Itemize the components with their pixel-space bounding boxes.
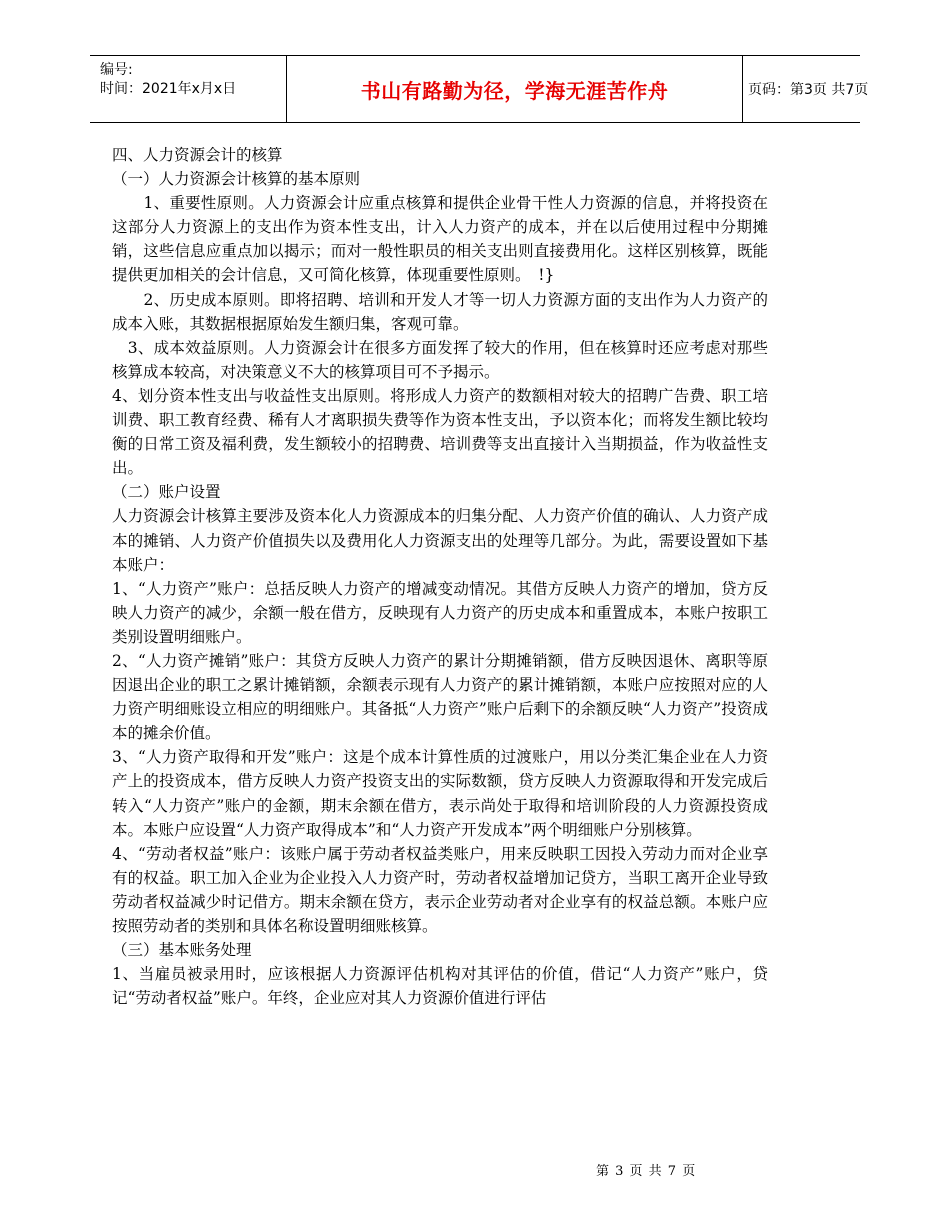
paragraph: 2、历史成本原则。即将招聘、培训和开发人才等一切人力资源方面的支出作为人力资产的成本入账，其数据根据原始发生额归集，客观可靠。 <box>112 290 768 333</box>
paragraph: 4、划分资本性支出与收益性支出原则。将形成人力资产的数额相对较大的招聘广告费、职工培训费、职工教育经费、稀有人才离职损失费等作为资本性支出，予以资本化；而将发生额比较均衡的日常工资及福利费，发生额较小的招聘费、培训费等支出直接计入当期损益，作为收益性支出。 <box>112 386 768 478</box>
paragraph: 1、当雇员被录用时，应该根据人力资源评估机构对其评估的价值，借记“人力资产”账户，贷记“劳动者权益”账户。年终，企业应对其人力资源价值进行评估 <box>112 965 768 1008</box>
document-body <box>112 143 768 1010</box>
paragraph: 3、“人力资产取得和开发”账户：这是个成本计算性质的过渡账户，用以分类汇集企业在人力资产上的投资成本，借方反映人力资产投资支出的实际数额，贷方反映人力资源取得和开发完成后转入“人力资产”账户的金额，期末余额在借方，表示尚处于取得和培训阶段的人力资源投资成本。本账户应设置“人力资产取得成本”和“人力资产开发成本”两个明细账户分别核算。 <box>112 748 768 839</box>
subsection-heading: （三）基本账务处理 <box>112 941 252 960</box>
header-motto: 书山有路勤为径，学海无涯苦作舟 <box>286 56 743 122</box>
header-page-info: 页码：第3页 共7页 <box>748 82 869 98</box>
paragraph: 3、成本效益原则。人力资源会计在很多方面发挥了较大的作用，但在核算时还应考虑对那些核算成本较高，对决策意义不大的核算项目可不予揭示。 <box>112 338 768 381</box>
paragraph: 人力资源会计核算主要涉及资本化人力资源成本的归集分配、人力资产价值的确认、人力资产成本的摊销、人力资产价值损失以及费用化人力资源支出的处理等几部分。为此，需要设置如下基本账户： <box>112 507 768 574</box>
paragraph: 4、“劳动者权益”账户：该账户属于劳动者权益类账户，用来反映职工因投入劳动力而对企业享有的权益。职工加入企业为企业投入人力资产时，劳动者权益增加记贷方，当职工离开企业导致劳动者权益减少时记借方。期末余额在贷方，表示企业劳动者对企业享有的权益总额。本账户应按照劳动者的类别和具体名称设置明细账核算。 <box>112 844 768 935</box>
section-heading: 四、人力资源会计的核算 <box>112 146 283 164</box>
paragraph: 2、“人力资产摊销”账户：其贷方反映人力资产的累计分期摊销额，借方反映因退休、离职等原因退出企业的职工之累计摊销额，余额表示现有人力资产的累计摊销额，本账户应按照对应的人力资产明细账设立相应的明细账户。其备抵“人力资产”账户后剩下的余额反映“人力资产”投资成本的摊余价值。 <box>112 651 768 743</box>
paragraph: 1、重要性原则。人力资源会计应重点核算和提供企业骨干性人力资源的信息，并将投资在这部分人力资源上的支出作为资本性支出，计入人力资产的成本，并在以后使用过程中分期摊销，这些信息应重点加以揭示；而对一般性职员的相关支出则直接费用化。这样区别核算，既能提供更加相关的会计信息，又可简化核算，体现重要性原则。 !} <box>112 194 768 285</box>
document-number-label: 编号: <box>100 62 133 78</box>
document-date: 时间：2021年x月x日 <box>100 81 237 97</box>
subsection-heading: （一）人力资源会计核算的基本原则 <box>112 170 361 189</box>
paragraph: 1、“人力资产”账户：总括反映人力资产的增减变动情况。其借方反映人力资产的增加，贷方反映人力资产的减少，余额一般在借方，反映现有人力资产的历史成本和重置成本，本账户按职工类别设置明细账户。 <box>112 579 768 646</box>
subsection-heading: （二）账户设置 <box>112 483 221 502</box>
page-footer: 第 3 页 共 7 页 <box>596 1164 696 1179</box>
header-meta <box>90 56 286 122</box>
page-header <box>90 55 869 123</box>
